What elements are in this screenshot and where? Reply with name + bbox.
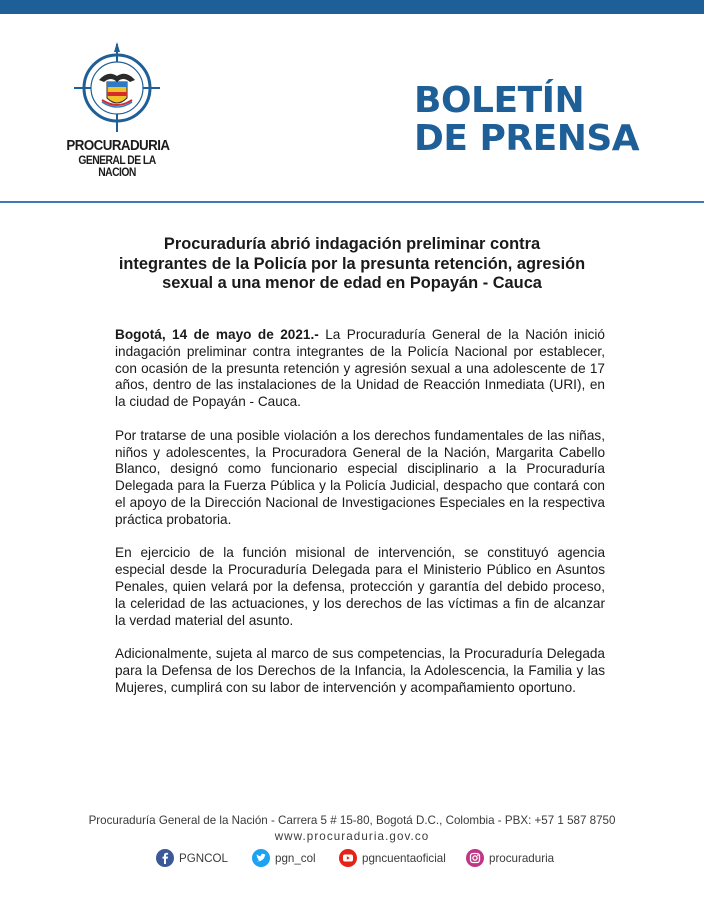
paragraph-1-text: La Procuraduría General de la Nación inició indagación preliminar contra integrantes de la Policía Nacional por establecer, con ocasión de la presunta retención y agresión sexual a una adolescente de 17 años, dentro de las instalaciones de la Unidad de Reacción Inmediata (URI), en la ciudad de Popayán - Cauca. (115, 327, 605, 410)
bulletin-title-line1: BOLETÍN (414, 80, 585, 121)
twitter-icon (252, 849, 270, 867)
org-name-line1: PROCURADURIA (66, 138, 170, 154)
facebook-handle: PGNCOL (179, 851, 228, 865)
headline-line2: integrantes de la Policía por la presunta retención, agresión (118, 254, 586, 273)
footer-address: Procuraduría General de la Nación - Carrera 5 # 15-80, Bogotá D.C., Colombia - PBX: +57 1 587 8750 (88, 814, 616, 827)
paragraph-3: En ejercicio de la función misional de intervención, se constituyó agencia especial desde la Procuraduría Delegada para el Ministerio Público en Asuntos Penales, quien velará por la defensa, protección y garantía del debido proceso, la celeridad de las actuaciones, y los derechos de las víctimas a fin de alcanzar la verdad material del asunto. (115, 545, 605, 628)
coat-of-arms-emblem-icon (74, 42, 160, 134)
bulletin-title (414, 80, 640, 159)
youtube-icon (339, 849, 357, 867)
headline-line1: Procuraduría abrió indagación preliminar contra (163, 235, 541, 253)
footer-website[interactable]: www.procuraduria.gov.co (274, 830, 430, 843)
youtube-link[interactable] (339, 847, 446, 869)
social-links (156, 847, 576, 869)
facebook-icon (156, 849, 174, 867)
youtube-handle: pgncuentaoficial (362, 851, 446, 865)
paragraph-1 (115, 327, 605, 411)
paragraph-4: Adicionalmente, sujeta al marco de sus competencias, la Procuraduría Delegada para la Defensa de los Derechos de la Infancia, la Adolescencia, la Familia y las Mujeres, cumplirá con su labor de intervención y acompañamiento oportuno. (115, 646, 605, 695)
twitter-link[interactable] (252, 847, 316, 869)
instagram-handle: procuraduria (489, 851, 555, 865)
headline (100, 235, 604, 294)
twitter-handle: pgn_col (275, 851, 316, 865)
instagram-icon (466, 849, 484, 867)
article-body (115, 327, 605, 713)
top-color-bar (0, 0, 704, 14)
bulletin-title-line2: DE PRENSA (414, 118, 640, 159)
instagram-link[interactable] (466, 847, 554, 869)
procuraduria-logo (62, 42, 172, 182)
facebook-link[interactable] (156, 847, 228, 869)
paragraph-2: Por tratarse de una posible violación a los derechos fundamentales de las niñas, niños y adolescentes, la Procuradora General de la Nación, Margarita Cabello Blanco, designó como funcionario especial disciplinario a la Procuraduría Delegada para la Fuerza Pública y la Policía Judicial, despacho que contará con el apoyo de la Dirección Nacional de Investigaciones Especiales en la respectiva práctica probatoria. (115, 427, 605, 527)
dateline: Bogotá, 14 de mayo de 2021.- (115, 327, 319, 342)
header-divider (0, 201, 704, 203)
headline-line3: sexual a una menor de edad en Popayán - Cauca (162, 274, 542, 292)
org-name-line2: GENERAL DE LA NACION (78, 155, 156, 179)
